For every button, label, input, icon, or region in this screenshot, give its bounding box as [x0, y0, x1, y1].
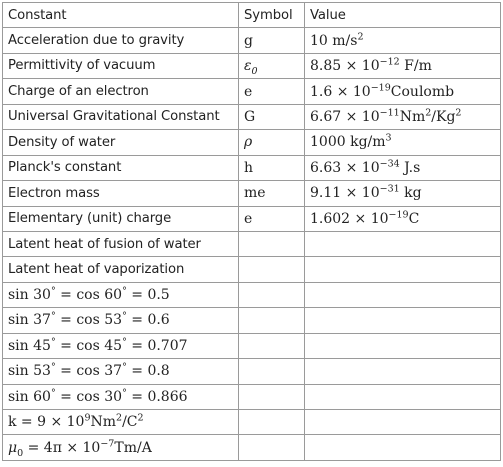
table-row: [3, 333, 501, 358]
value-exponent: 2: [357, 31, 364, 42]
header-row: [3, 3, 501, 28]
constant-value: [305, 104, 501, 129]
permeability-constant: [3, 435, 239, 460]
value-exponent: −19: [388, 209, 409, 221]
formula-text: = cos 30: [55, 388, 123, 405]
constant-symbol: [239, 53, 305, 78]
table-row: [3, 181, 501, 206]
constant-name: Electron mass: [3, 181, 239, 206]
value-base: 6.63 × 10: [310, 159, 380, 176]
degree-mark: °: [122, 310, 127, 322]
formula-text: sin 37: [8, 312, 51, 329]
table-row: [3, 53, 501, 78]
constant-name: Elementary (unit) charge: [3, 206, 239, 231]
empty-cell: [305, 308, 501, 333]
constant-value: [305, 130, 501, 155]
value-base: 10 m/s: [310, 32, 358, 49]
trig-identity: [3, 282, 239, 307]
formula-text: Nm: [90, 414, 117, 431]
table-row: [3, 231, 501, 256]
formula-text: Tm/A: [114, 439, 152, 456]
formula-text: = 0.866: [126, 388, 188, 405]
table-row: [3, 257, 501, 282]
constant-symbol: e: [239, 79, 305, 104]
formula-text: = 4π × 10: [23, 439, 101, 456]
formula-text: = cos 53: [55, 312, 123, 329]
constant-symbol: h: [239, 155, 305, 180]
formula-text: = 0.6: [126, 312, 170, 329]
header-symbol: Symbol: [239, 3, 305, 28]
constant-name: Acceleration due to gravity: [3, 28, 239, 53]
value-unit: C: [408, 210, 420, 227]
degree-mark: °: [50, 387, 56, 399]
formula-subscript: 0: [17, 447, 24, 459]
constant-name: Density of water: [3, 130, 239, 155]
table-row: [3, 435, 501, 460]
formula-text: = cos 45: [55, 337, 123, 354]
constant-value: [305, 155, 501, 180]
constant-name: Permittivity of vacuum: [3, 53, 239, 78]
physical-constants-table: [2, 2, 501, 461]
empty-cell: [239, 359, 305, 384]
empty-cell: [239, 410, 305, 435]
value-base: 6.67 × 10: [310, 108, 380, 125]
table-row: [3, 410, 501, 435]
empty-cell: [305, 359, 501, 384]
trig-identity: [3, 359, 239, 384]
empty-cell: [239, 384, 305, 409]
degree-mark: °: [50, 310, 56, 322]
constant-value: [305, 231, 501, 256]
degree-mark: °: [122, 336, 127, 348]
value-exponent: −11: [379, 107, 400, 119]
value-exponent: −34: [379, 158, 400, 170]
symbol-base: ε: [244, 58, 252, 75]
degree-mark: °: [122, 387, 127, 399]
constant-value: [305, 181, 501, 206]
value-unit: J.s: [399, 159, 421, 176]
value-exponent: 2: [455, 107, 462, 119]
value-base: 1.6 × 10: [310, 83, 371, 100]
value-unit: /Kg: [431, 108, 456, 125]
symbol-subscript: 0: [251, 65, 258, 77]
trig-identity: [3, 384, 239, 409]
coulomb-constant: [3, 410, 239, 435]
formula-text: = 0.8: [126, 363, 170, 380]
degree-mark: °: [122, 361, 127, 373]
formula-text: μ: [8, 439, 18, 456]
constant-symbol: [239, 231, 305, 256]
degree-mark: °: [122, 285, 127, 297]
header-constant: Constant: [3, 3, 239, 28]
empty-cell: [305, 282, 501, 307]
constant-symbol: e: [239, 206, 305, 231]
empty-cell: [305, 384, 501, 409]
constant-name: Latent heat of vaporization: [3, 257, 239, 282]
constant-symbol: [239, 257, 305, 282]
constant-value: [305, 53, 501, 78]
empty-cell: [305, 333, 501, 358]
value-unit: F/m: [399, 58, 432, 75]
formula-text: sin 53: [8, 363, 51, 380]
formula-text: sin 60: [8, 388, 51, 405]
table-row: [3, 28, 501, 53]
formula-exponent: −7: [100, 438, 115, 449]
constant-value: [305, 257, 501, 282]
trig-identity: [3, 308, 239, 333]
constant-symbol: me: [239, 181, 305, 206]
degree-mark: °: [50, 336, 56, 348]
empty-cell: [239, 435, 305, 460]
trig-identity: [3, 333, 239, 358]
formula-text: k = 9 × 10: [8, 414, 85, 431]
formula-text: = cos 37: [55, 363, 123, 380]
empty-cell: [239, 308, 305, 333]
constant-symbol: g: [239, 28, 305, 53]
value-base: 8.85 × 10: [310, 58, 380, 75]
formula-exponent: 9: [84, 412, 91, 424]
constant-value: [305, 79, 501, 104]
table-row: [3, 79, 501, 104]
formula-text: sin 30: [8, 287, 51, 304]
value-exponent: −19: [370, 81, 391, 93]
degree-mark: °: [50, 285, 56, 297]
value-base: 1000 kg/m: [310, 134, 386, 151]
constant-value: [305, 206, 501, 231]
constant-value: [305, 28, 501, 53]
empty-cell: [305, 410, 501, 435]
formula-text: sin 45: [8, 337, 51, 354]
table-row: [3, 155, 501, 180]
formula-text: = cos 60: [55, 287, 123, 304]
empty-cell: [305, 435, 501, 460]
value-unit: kg: [399, 185, 422, 202]
table-row: [3, 308, 501, 333]
formula-text: = 0.707: [126, 337, 188, 354]
degree-mark: °: [50, 361, 56, 373]
table-row: [3, 104, 501, 129]
constant-symbol: ρ: [239, 130, 305, 155]
constant-name: Latent heat of fusion of water: [3, 231, 239, 256]
constant-name: Planck's constant: [3, 155, 239, 180]
value-exponent: 2: [425, 107, 432, 119]
formula-text: /C: [122, 414, 138, 431]
table-row: [3, 282, 501, 307]
constant-name: Universal Gravitational Constant: [3, 104, 239, 129]
value-unit: Nm: [399, 108, 426, 125]
header-value: Value: [305, 3, 501, 28]
table-row: [3, 359, 501, 384]
value-exponent: 3: [385, 132, 392, 144]
table-row: [3, 384, 501, 409]
empty-cell: [239, 282, 305, 307]
value-unit: Coulomb: [390, 83, 455, 100]
constant-name: Charge of an electron: [3, 79, 239, 104]
value-exponent: −12: [379, 56, 400, 68]
table-row: [3, 130, 501, 155]
formula-exponent: 2: [116, 412, 123, 424]
formula-text: = 0.5: [126, 287, 170, 304]
value-exponent: −31: [379, 183, 400, 195]
table-row: [3, 206, 501, 231]
constant-symbol: G: [239, 104, 305, 129]
value-base: 1.602 × 10: [310, 210, 389, 227]
empty-cell: [239, 333, 305, 358]
value-base: 9.11 × 10: [310, 185, 380, 202]
formula-exponent: 2: [137, 412, 144, 424]
